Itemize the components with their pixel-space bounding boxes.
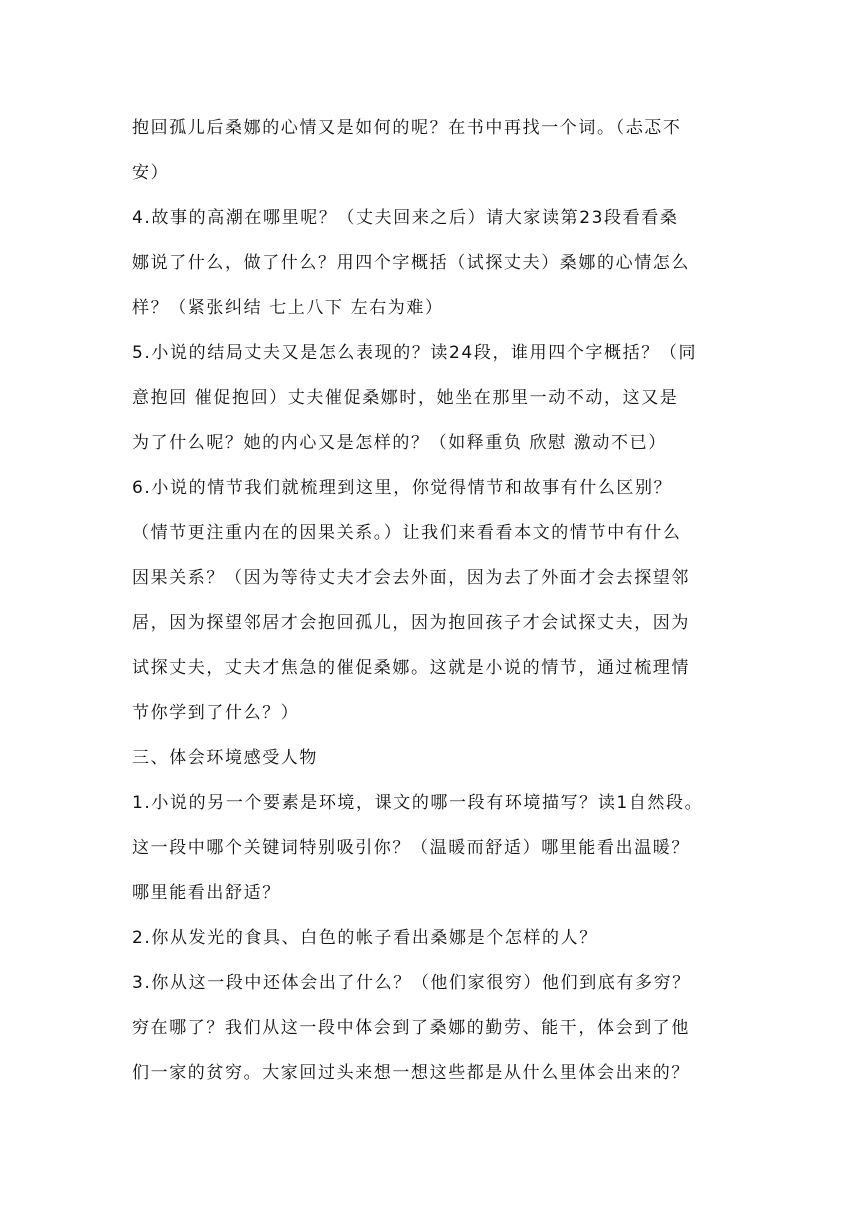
text-line: 哪里能看出舒适？ [132, 883, 281, 903]
text-line: 4.故事的高潮在哪里呢？（丈夫回来之后）请大家读第23段看看桑 [132, 208, 679, 228]
text-line: 样？（紧张纠结 七上八下 左右为难） [132, 298, 444, 318]
text-line: 们一家的贫穷。大家回过头来想一想这些都是从什么里体会出来的？ [132, 1063, 690, 1083]
text-line: （情节更注重内在的因果关系。）让我们来看看本文的情节中有什么 [132, 523, 682, 543]
text-line: 3.你从这一段中还体会出了什么？（他们家很穷）他们到底有多穷？ [132, 973, 691, 993]
text-line: 居，因为探望邻居才会抱回孤儿，因为抱回孩子才会试探丈夫，因为 [132, 613, 690, 633]
text-line: 试探丈夫，丈夫才焦急的催促桑娜。这就是小说的情节，通过梳理情 [132, 658, 690, 678]
text-line: 意抱回 催促抱回）丈夫催促桑娜时，她坐在那里一动不动，这又是 [132, 388, 679, 408]
text-line: 5.小说的结局丈夫又是怎么表现的？读24段，谁用四个字概括？（同 [132, 343, 698, 363]
text-line: 为了什么呢？她的内心又是怎样的？（如释重负 欣慰 激动不已） [132, 433, 667, 453]
text-line: 抱回孤儿后桑娜的心情又是如何的呢？在书中再找一个词。（忐忑不 [132, 118, 682, 138]
section-heading: 三、体会环境感受人物 [132, 748, 318, 768]
text-line: 节你学到了什么？） [132, 703, 300, 723]
text-line: 穷在哪了？我们从这一段中体会到了桑娜的勤劳、能干，体会到了他 [132, 1018, 690, 1038]
text-line: 这一段中哪个关键词特别吸引你？（温暖而舒适）哪里能看出温暖？ [132, 838, 690, 858]
text-line: 安） [132, 163, 170, 183]
text-line: 1.小说的另一个要素是环境，课文的哪一段有环境描写？读1自然段。 [132, 793, 704, 813]
text-line: 娜说了什么，做了什么？用四个字概括（试探丈夫）桑娜的心情怎么 [132, 253, 690, 273]
document-body [132, 110, 764, 1091]
text-line: 2.你从发光的食具、白色的帐子看出桑娜是个怎样的人？ [132, 928, 598, 948]
text-line: 因果关系？（因为等待丈夫才会去外面，因为去了外面才会去探望邻 [132, 568, 690, 588]
text-line: 6.小说的情节我们就梳理到这里，你觉得情节和故事有什么区别？ [132, 478, 673, 498]
